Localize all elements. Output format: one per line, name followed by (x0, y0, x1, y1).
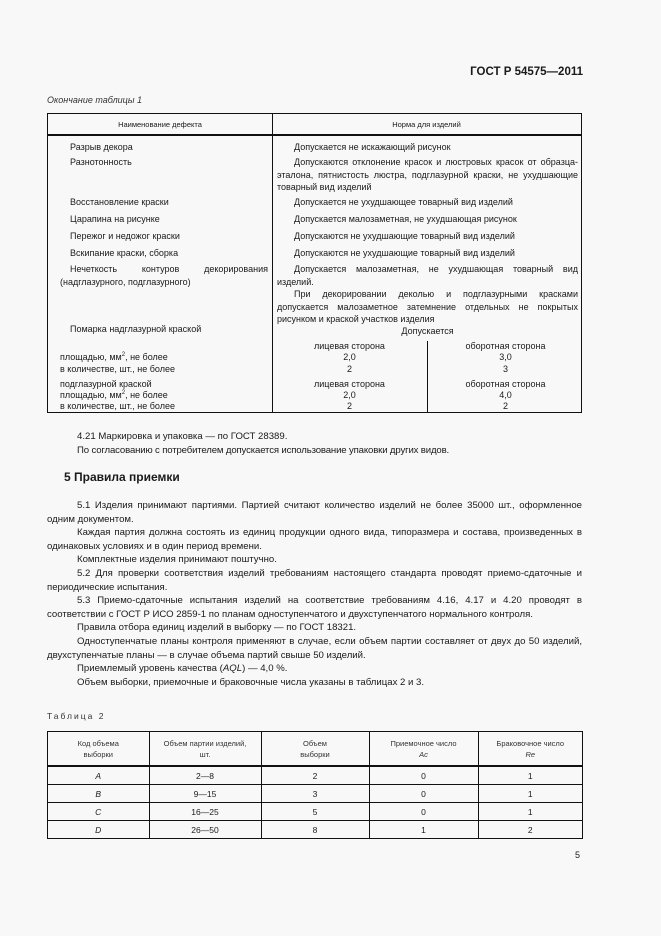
header-line: Браковочное число (496, 738, 565, 748)
podglaz-count-label: в количестве, шт., не более (60, 401, 175, 411)
table1-norm (277, 141, 578, 154)
table1-defect: Пережог и недожог краски (70, 231, 180, 241)
table1-norm (277, 156, 578, 194)
table1-caption: Окончание таблицы 1 (47, 95, 142, 105)
cell-ac: 0 (369, 785, 478, 803)
table1-header-defect: Наименование дефекта (48, 114, 273, 134)
area-unit-superscript: 2 (121, 390, 126, 396)
table2-label: Таблица 2 (47, 711, 106, 721)
cell-code: D (48, 821, 149, 839)
cell-ac: 0 (369, 766, 478, 785)
table2 (47, 731, 583, 839)
table1-header (48, 114, 581, 136)
table1-defect: Разрыв декора (70, 142, 133, 152)
page-number: 5 (575, 850, 581, 860)
cell-lot: 9—15 (149, 785, 261, 803)
paragraph-text: Каждая партия должна состоять из единиц продукции одного вида, типоразмера и состава, произведенных в одинаковых условиях и в один период времени. (47, 527, 582, 552)
table1-norm-text: Допускаются не ухудшающие товарный вид изделий (294, 231, 515, 241)
table1-defect: Царапина на рисунке (70, 214, 160, 224)
podglaz-back-label: оборотная сторона (465, 379, 546, 389)
aql-pre: Приемлемый уровень качества ( (77, 663, 223, 675)
table1-norm-text-2: При декорировании деколью и подглазурными красками допускается малозаметное затемнение отдельных не покрытых рисунком и краской участков изделия (277, 289, 578, 324)
table1-header-norm: Норма для изделий (392, 119, 461, 129)
cell-code: B (48, 785, 149, 803)
table1-norm (277, 247, 578, 260)
nadglaz-area-front: 2,0 (343, 352, 356, 362)
cell-lot: 16—25 (149, 803, 261, 821)
header-line: Объем партии изделий, (163, 738, 247, 748)
header-line: выборки (300, 749, 330, 759)
table-row (48, 766, 582, 785)
table1-norm-text: Допускается не искажающий рисунок (294, 142, 451, 152)
cell-lot: 2—8 (149, 766, 261, 785)
cell-sample: 8 (261, 821, 369, 839)
table1-norm-text: Допускается малозаметная, не ухудшающая товарный вид изделий. (277, 264, 578, 287)
table-row (48, 803, 582, 821)
area-suffix: , не более (125, 352, 168, 362)
paragraph-text: Правила отбора единиц изделий в выборку — по ГОСТ 18321. (77, 622, 357, 634)
table2-header-lot (149, 732, 261, 766)
section-title: 5 Правила приемки (64, 470, 180, 484)
cell-sample: 3 (261, 785, 369, 803)
paragraph-5-2-text: 5.2 Для проверки соответствия изделий требованиям настоящего стандарта проводят приемо-сдаточные и периодические испытания. (47, 567, 582, 593)
podglaz-count-front: 2 (346, 401, 352, 411)
nadglaz-count-label: в количестве, шт., не более (60, 364, 175, 374)
table-row (48, 821, 582, 839)
cell-lot: 26—50 (149, 821, 261, 839)
cell-re: 1 (478, 785, 582, 803)
nadglaz-count-back: 3 (502, 364, 508, 374)
header-line: шт. (199, 749, 211, 759)
document-code: ГОСТ Р 54575—2011 (470, 66, 583, 78)
podglaz-area-back: 4,0 (499, 390, 512, 400)
table1-norm-text: Допускаются не ухудшающие товарный вид изделий (294, 248, 515, 258)
back-side-label: оборотная сторона (465, 341, 546, 351)
table1-defect: Вскипание краски, сборка (70, 248, 179, 258)
nadglaz-area-back: 3,0 (499, 352, 512, 362)
header-line: Объем (303, 738, 327, 748)
paragraph-text: 5.1 Изделия принимают партиями. Партией считают количество изделий не более 35000 шт., оформленное одним документом. (47, 500, 582, 525)
table2-header-re (478, 732, 582, 766)
paragraph-5-1 (47, 499, 582, 689)
cell-re: 2 (478, 821, 582, 839)
podglaz-title: подглазурной краской (60, 379, 152, 389)
area-suffix: , не более (125, 390, 168, 400)
cell-code: A (95, 770, 102, 781)
table1-norm (277, 196, 578, 209)
cell-sample: 5 (261, 803, 369, 821)
table2-header-row (48, 732, 582, 766)
table1-norm-text: Допускается малозаметная, не ухудшающая рисунок (294, 214, 517, 224)
table1-norm (277, 213, 578, 226)
cell-re: 1 (478, 803, 582, 821)
table1-norm-text: Допускаются отклонение красок и люстровых красок от образца-эталона, пятнистость люстра, подглазурной краски, не ухудшающие товарный вид изделий (277, 157, 578, 192)
paragraph-text: 4.21 Маркировка и упаковка — по ГОСТ 28389. (77, 431, 288, 442)
table1-norm-header-allowed: Допускается (401, 326, 454, 336)
table2-header-ac (369, 732, 478, 766)
cell-re: 1 (478, 766, 582, 785)
cell-code: C (48, 803, 149, 821)
table1-norm-text: Допускается не ухудшающее товарный вид изделий (294, 197, 513, 207)
paragraph-aql (47, 662, 582, 676)
table2-header-sample (261, 732, 369, 766)
header-line: Re (525, 749, 536, 759)
table1-norm (277, 263, 578, 326)
aql-post: ) — 4,0 %. (242, 663, 288, 675)
aql-abbrev: AQL (222, 663, 243, 675)
nadglaz-count-front: 2 (346, 364, 352, 374)
cell-ac: 1 (369, 821, 478, 839)
table1 (47, 113, 582, 413)
table2-header-code (48, 732, 149, 766)
paragraph-text: Объем выборки, приемочные и браковочные числа указаны в таблицах 2 и 3. (77, 676, 425, 688)
area-unit-superscript: 2 (121, 352, 126, 358)
table1-norm (277, 230, 578, 243)
paragraph-text: Комплектные изделия принимают поштучно. (77, 554, 277, 566)
nadglaz-area-label (60, 351, 270, 364)
podglaz-count-back: 2 (502, 401, 508, 411)
table1-defect: Разнотонность (70, 157, 132, 167)
header-line: Ac (419, 749, 428, 759)
cell-sample: 2 (261, 766, 369, 785)
cell-ac: 0 (369, 803, 478, 821)
paragraph-5-3-text: 5.3 Приемо-сдаточные испытания изделий на соответствие требованиям 4.16, 4.17 и 4.20 проводят в соответствии с ГОСТ Р ИСО 2859-1 по планам одноступенчатого и двухступенчатого нормального контроля. (47, 595, 582, 620)
area-label-text: площадью, мм (60, 390, 122, 400)
table1-defect: Нечеткость контуров декорирования (надглазурного, подглазурного) (60, 264, 268, 287)
podglaz-front-label: лицевая сторона (314, 379, 385, 389)
paragraph-text: Одноступенчатые планы контроля применяют в случае, если объем партии составляет от двух до 50 изделий, двухступенчатые планы — в случае объема партий свыше 50 изделий. (47, 635, 582, 661)
header-line: Приемочное число (390, 738, 457, 748)
podglaz-area-front: 2,0 (343, 390, 356, 400)
table1-defect-pomarka: Помарка надглазурной краской (70, 324, 202, 334)
area-label-text: площадью, мм (60, 352, 122, 362)
header-line: Код объема (77, 738, 119, 748)
header-line: выборки (83, 749, 113, 759)
table-row (48, 785, 582, 803)
front-side-label: лицевая сторона (314, 341, 385, 351)
paragraph-text: По согласованию с потребителем допускается использование упаковки других видов. (77, 444, 450, 456)
paragraph-4-21 (47, 430, 582, 457)
table1-defect: Восстановление краски (70, 197, 169, 207)
